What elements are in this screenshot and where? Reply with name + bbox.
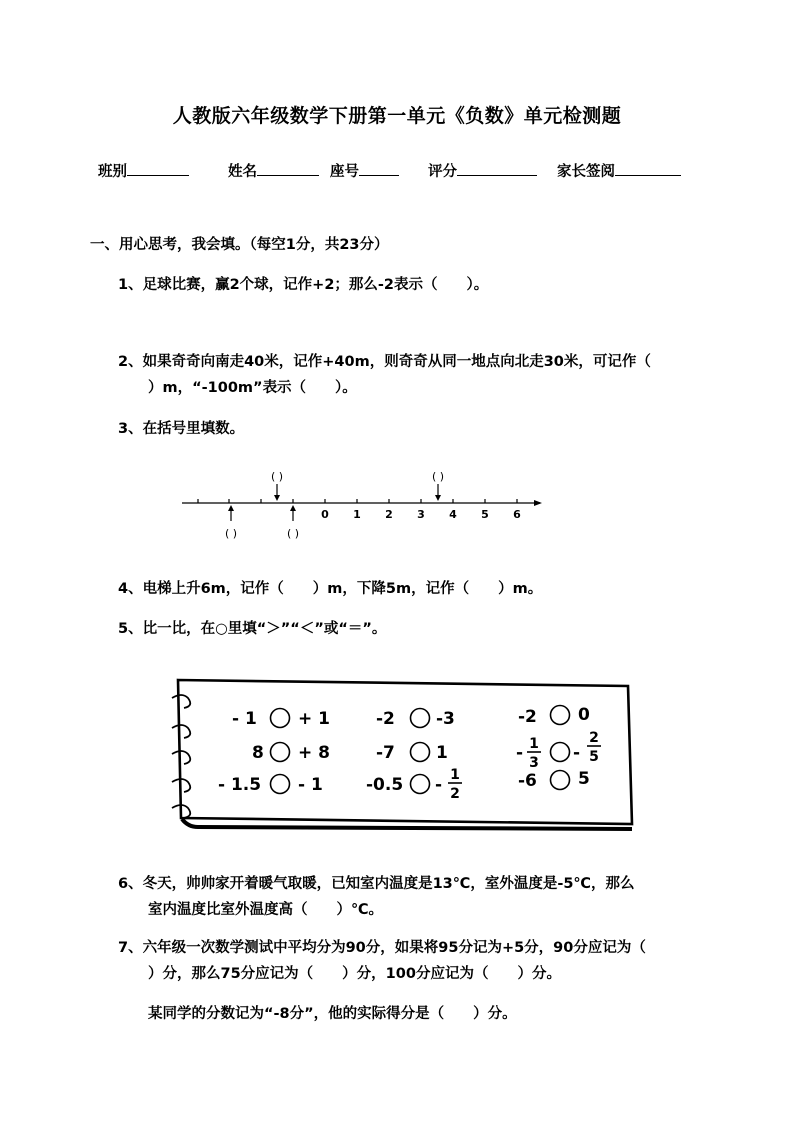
compare-circle-r3c2[interactable] bbox=[411, 775, 430, 794]
score-field: 评分 bbox=[428, 160, 537, 181]
tick-label-3: 3 bbox=[417, 508, 425, 521]
down-arrow-2-head bbox=[435, 495, 441, 501]
spiral-ring-2 bbox=[172, 725, 190, 738]
question-7-line2: ）分，那么75分应记为（ ）分，100分应记为（ ）分。 bbox=[148, 966, 561, 982]
notebook-frame bbox=[178, 680, 632, 824]
number-line-figure bbox=[170, 462, 560, 548]
cmp-r3c3-left: -6 bbox=[518, 771, 537, 791]
cmp-r2c3-right-sign: - bbox=[573, 743, 581, 763]
compare-circle-r1c1[interactable] bbox=[271, 709, 290, 728]
name-blank[interactable] bbox=[257, 161, 319, 176]
cmp-r2c1-right: + 8 bbox=[298, 743, 330, 763]
compare-circle-r3c1[interactable] bbox=[271, 775, 290, 794]
bracket-bottom-1[interactable]: ( ) bbox=[224, 527, 238, 540]
up-arrow-2-head bbox=[290, 505, 296, 511]
up-arrow-1-head bbox=[228, 505, 234, 511]
cmp-r1c1-right: + 1 bbox=[298, 709, 330, 729]
compare-circle-r3c3[interactable] bbox=[551, 771, 570, 790]
cmp-r2c1-left: 8 bbox=[252, 743, 264, 763]
number-line-arrowhead bbox=[534, 500, 542, 506]
compare-circle-r1c3[interactable] bbox=[551, 706, 570, 725]
question-3: 3、在括号里填数。 bbox=[118, 421, 245, 437]
cmp-r3c2-left: -0.5 bbox=[366, 775, 404, 795]
cmp-r2c3-left-sign: - bbox=[516, 743, 524, 763]
cmp-r1c1-left: - 1 bbox=[232, 709, 257, 729]
spiral-ring-1 bbox=[172, 695, 190, 708]
question-1: 1、足球比赛，赢2个球，记作+2；那么-2表示（ ）。 bbox=[118, 277, 489, 293]
seat-field: 座号 bbox=[330, 160, 399, 181]
tick-label-4: 4 bbox=[449, 508, 457, 521]
cmp-r2c3-right-num: 2 bbox=[589, 730, 599, 746]
class-blank[interactable] bbox=[127, 161, 189, 176]
cmp-r2c3-right-den: 5 bbox=[589, 749, 599, 765]
name-field: 姓名 bbox=[228, 160, 319, 181]
tick-label-1: 1 bbox=[353, 508, 361, 521]
question-2-line1: 2、如果奇奇向南走40米，记作+40m，则奇奇从同一地点向北走30米，可记作（ bbox=[118, 354, 651, 370]
cmp-r3c2-right-num: 1 bbox=[450, 767, 460, 783]
notebook-comparison-figure bbox=[158, 672, 643, 837]
compare-circle-r2c1[interactable] bbox=[271, 743, 290, 762]
page-title: 人教版六年级数学下册第一单元《负数》单元检测题 bbox=[172, 105, 622, 127]
class-field: 班别 bbox=[98, 160, 189, 181]
bracket-top-1[interactable]: ( ) bbox=[270, 470, 284, 483]
bracket-bottom-2[interactable]: ( ) bbox=[286, 527, 300, 540]
tick-label-5: 5 bbox=[481, 508, 489, 521]
seat-blank[interactable] bbox=[359, 161, 399, 176]
score-blank[interactable] bbox=[457, 161, 537, 176]
bracket-top-2[interactable]: ( ) bbox=[431, 470, 445, 483]
spiral-ring-3 bbox=[172, 751, 190, 764]
cmp-r1c2-right: -3 bbox=[436, 709, 455, 729]
cmp-r1c3-right: 0 bbox=[578, 705, 590, 725]
cmp-r3c3-right: 5 bbox=[578, 769, 590, 789]
question-4: 4、电梯上升6m，记作（ ）m，下降5m，记作（ ）m。 bbox=[118, 581, 543, 597]
compare-circle-r1c2[interactable] bbox=[411, 709, 430, 728]
cmp-r2c3-left-den: 3 bbox=[529, 755, 539, 771]
question-6-line2: 室内温度比室外温度高（ ）℃。 bbox=[148, 902, 384, 918]
question-2-line2: ）m，“-100m”表示（ ）。 bbox=[148, 380, 357, 396]
tick-label-0: 0 bbox=[321, 508, 329, 521]
parent-sign-field: 家长签阅 bbox=[557, 160, 681, 181]
cmp-r3c1-right: - 1 bbox=[298, 775, 323, 795]
compare-circle-r2c2[interactable] bbox=[411, 743, 430, 762]
down-arrow-1-head bbox=[274, 495, 280, 501]
question-5: 5、比一比，在○里填“＞”“＜”或“＝”。 bbox=[118, 621, 387, 637]
number-line-labels bbox=[321, 508, 521, 521]
cmp-r3c2-right-sign: - bbox=[435, 775, 443, 795]
cmp-r2c2-right: 1 bbox=[436, 743, 448, 763]
cmp-r3c2-right-den: 2 bbox=[450, 786, 460, 802]
tick-label-6: 6 bbox=[513, 508, 521, 521]
parent-blank[interactable] bbox=[615, 161, 681, 176]
cmp-r2c2-left: -7 bbox=[376, 743, 395, 763]
question-7-line3: 某同学的分数记为“-8分”，他的实际得分是（ ）分。 bbox=[148, 1006, 517, 1022]
compare-circle-r2c3[interactable] bbox=[551, 743, 570, 762]
cmp-r1c2-left: -2 bbox=[376, 709, 395, 729]
cmp-r3c1-left: - 1.5 bbox=[218, 775, 262, 795]
question-7-line1: 7、六年级一次数学测试中平均分为90分，如果将95分记为+5分，90分应记为（ bbox=[118, 940, 646, 956]
section-heading: 一、用心思考，我会填。（每空1分，共23分） bbox=[90, 237, 389, 253]
cmp-r1c3-left: -2 bbox=[518, 707, 537, 727]
tick-label-2: 2 bbox=[385, 508, 393, 521]
cmp-r2c3-left-num: 1 bbox=[529, 736, 539, 752]
question-6-line1: 6、冬天，帅帅家开着暖气取暖，已知室内温度是13℃，室外温度是-5℃，那么 bbox=[118, 876, 635, 892]
